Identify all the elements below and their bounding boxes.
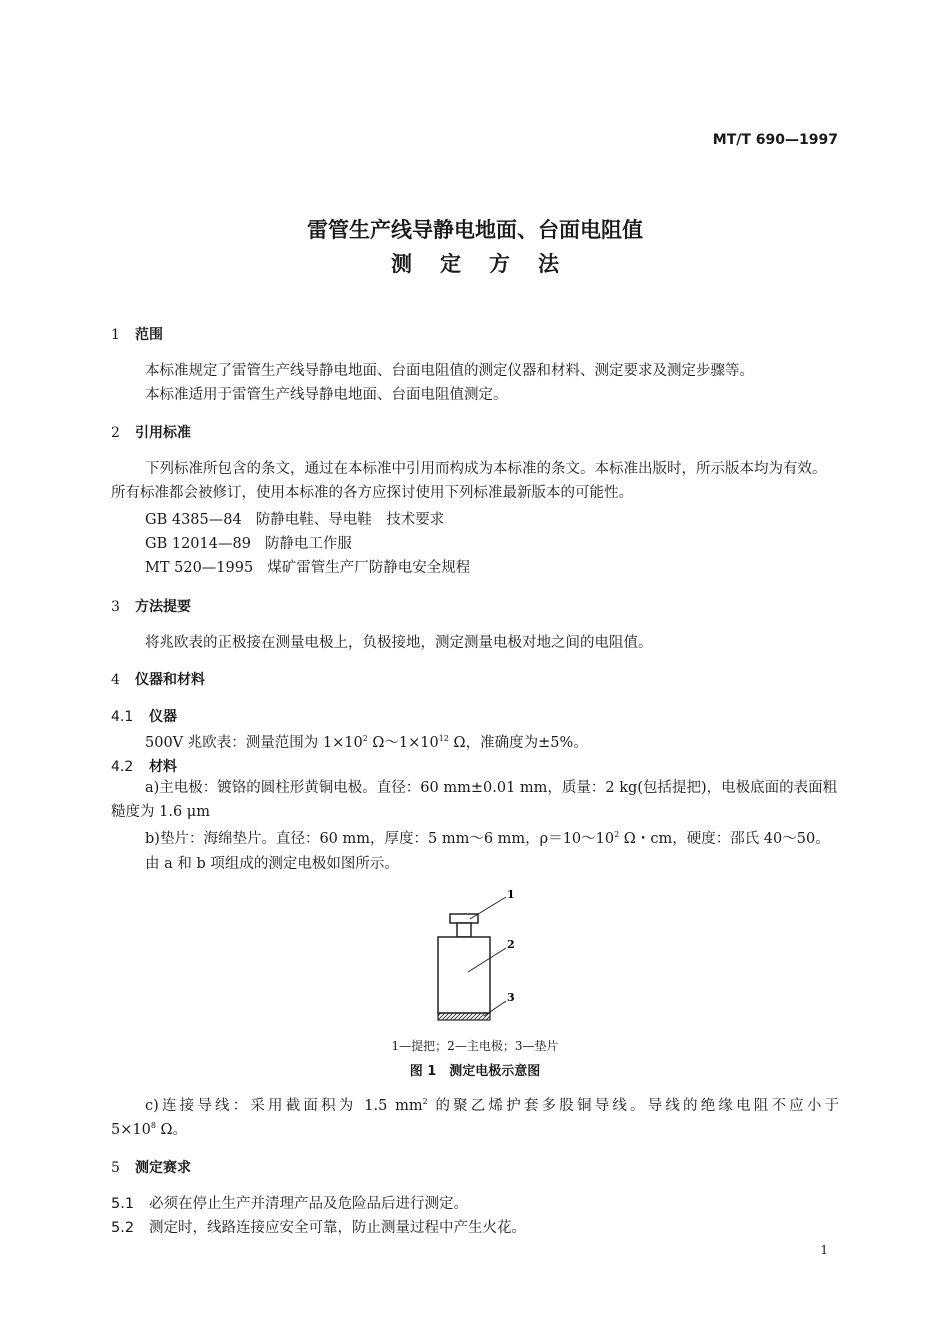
text-run: Ω。 xyxy=(155,1122,188,1138)
item-text: 测定时，线路连接应安全可靠，防止测量过程中产生火花。 xyxy=(149,1220,526,1236)
section-1-heading xyxy=(111,324,163,344)
text-run: Ω・cm，硬度：邵氏 40～50。 xyxy=(619,831,830,847)
text-run: 的聚乙烯护套多股铜导线。导线的绝缘电阻不应小于 xyxy=(427,1098,839,1114)
reference-3 xyxy=(145,556,470,577)
section-title: 范围 xyxy=(135,327,163,343)
section-number: 3 xyxy=(111,599,120,615)
reference-code: GB 4385—84 xyxy=(145,512,242,528)
section-title: 方法提要 xyxy=(135,599,191,615)
subsection-number: 4.1 xyxy=(111,709,134,725)
reference-title: 煤矿雷管生产厂防静电安全规程 xyxy=(267,560,471,576)
section-2-para-1: 下列标准所包含的条文，通过在本标准中引用而构成为本标准的条文。本标准出版时，所示版本均为有效。所有标准都会被修订，使用本标准的各方应探讨使用下列标准最新版本的可能性。 xyxy=(111,461,827,501)
item-number: 5.1 xyxy=(111,1196,135,1212)
document-title: 雷管生产线导静电地面、台面电阻值 xyxy=(307,218,643,242)
text-run: Ω，准确度为±5%。 xyxy=(448,735,588,751)
subsection-4-1-heading xyxy=(111,706,177,726)
handle-stem-shape xyxy=(457,923,471,937)
text-run: 5×10 xyxy=(111,1122,151,1138)
page-number: 1 xyxy=(820,1243,828,1257)
section-4-heading xyxy=(111,669,205,689)
section-title: 仪器和材料 xyxy=(135,672,205,688)
reference-code: GB 12014—89 xyxy=(145,536,251,552)
material-item-c-line-2 xyxy=(111,1118,187,1139)
subsection-title: 仪器 xyxy=(149,709,177,725)
reference-2 xyxy=(145,532,352,553)
figure-label-3: 3 xyxy=(507,991,515,1004)
section-number: 4 xyxy=(111,672,120,688)
material-item-b xyxy=(145,827,830,848)
figure-label-1: 1 xyxy=(507,888,515,901)
section-title: 引用标准 xyxy=(135,425,191,441)
reference-title: 防静电鞋、导电鞋 技术要求 xyxy=(255,512,445,528)
item-number: 5.2 xyxy=(111,1220,135,1236)
subsection-title: 材料 xyxy=(149,759,177,775)
section-5-heading xyxy=(111,1157,191,1177)
superscript: 2 xyxy=(362,734,368,743)
reference-title: 防静电工作服 xyxy=(264,536,352,552)
text-run: b)垫片：海绵垫片。直径：60 mm，厚度：5 mm～6 mm，ρ＝10～10 xyxy=(145,831,615,847)
superscript: 2 xyxy=(614,830,620,839)
section-number: 1 xyxy=(111,327,120,343)
text-run: 500V 兆欧表：测量范围为 1×10 xyxy=(145,735,363,751)
superscript: 2 xyxy=(422,1097,428,1106)
section-number: 2 xyxy=(111,425,120,441)
subsection-number: 4.2 xyxy=(111,759,134,775)
section-3-para-1: 将兆欧表的正极接在测量电极上，负极接地，测定测量电极对地之间的电阻值。 xyxy=(145,635,653,651)
item-text: 必须在停止生产并清理产品及危险品后进行测定。 xyxy=(149,1196,468,1212)
handle-top-shape xyxy=(450,914,478,923)
subsection-4-2-heading xyxy=(111,756,177,776)
section-1-para-2: 本标准适用于雷管生产线导静电地面、台面电阻值测定。 xyxy=(145,387,508,403)
item-5-1 xyxy=(111,1192,468,1213)
text-run: Ω～1×10 xyxy=(367,735,439,751)
figure-label-2: 2 xyxy=(507,938,515,951)
pad-shape xyxy=(438,1013,490,1020)
item-5-2 xyxy=(111,1216,526,1237)
figure-title: 图 1 测定电极示意图 xyxy=(409,1064,541,1079)
section-1-para-1: 本标准规定了雷管生产线导静电地面、台面电阻值的测定仪器和材料、测定要求及测定步骤等。 xyxy=(145,363,754,379)
reference-1 xyxy=(145,508,444,529)
standard-code: MT/T 690—1997 xyxy=(712,132,838,148)
electrode-note: 由 a 和 b 项组成的测定电极如图所示。 xyxy=(145,856,399,872)
material-item-c-line-1 xyxy=(111,1094,839,1115)
text-run: c)连接导线：采用截面积为 1.5 mm xyxy=(145,1098,423,1114)
section-title: 测定赛求 xyxy=(135,1160,191,1176)
material-item-a: a)主电极：镀铬的圆柱形黄铜电极。直径：60 mm±0.01 mm，质量：2 kg(包括提把)，电极底面的表面粗糙度为 1.6 μm xyxy=(111,780,838,820)
leader-line-1 xyxy=(470,897,506,919)
superscript: 8 xyxy=(150,1121,156,1130)
figure-legend: 1—提把；2—主电极；3—垫片 xyxy=(391,1039,559,1053)
electrode-diagram xyxy=(420,882,530,1024)
reference-code: MT 520—1995 xyxy=(145,560,254,576)
instrument-spec xyxy=(145,731,588,752)
section-3-heading xyxy=(111,596,191,616)
superscript: 12 xyxy=(438,734,449,743)
document-subtitle: 测定方法 xyxy=(391,252,587,276)
main-electrode-shape xyxy=(438,937,490,1013)
section-2-heading xyxy=(111,422,191,442)
section-number: 5 xyxy=(111,1160,120,1176)
